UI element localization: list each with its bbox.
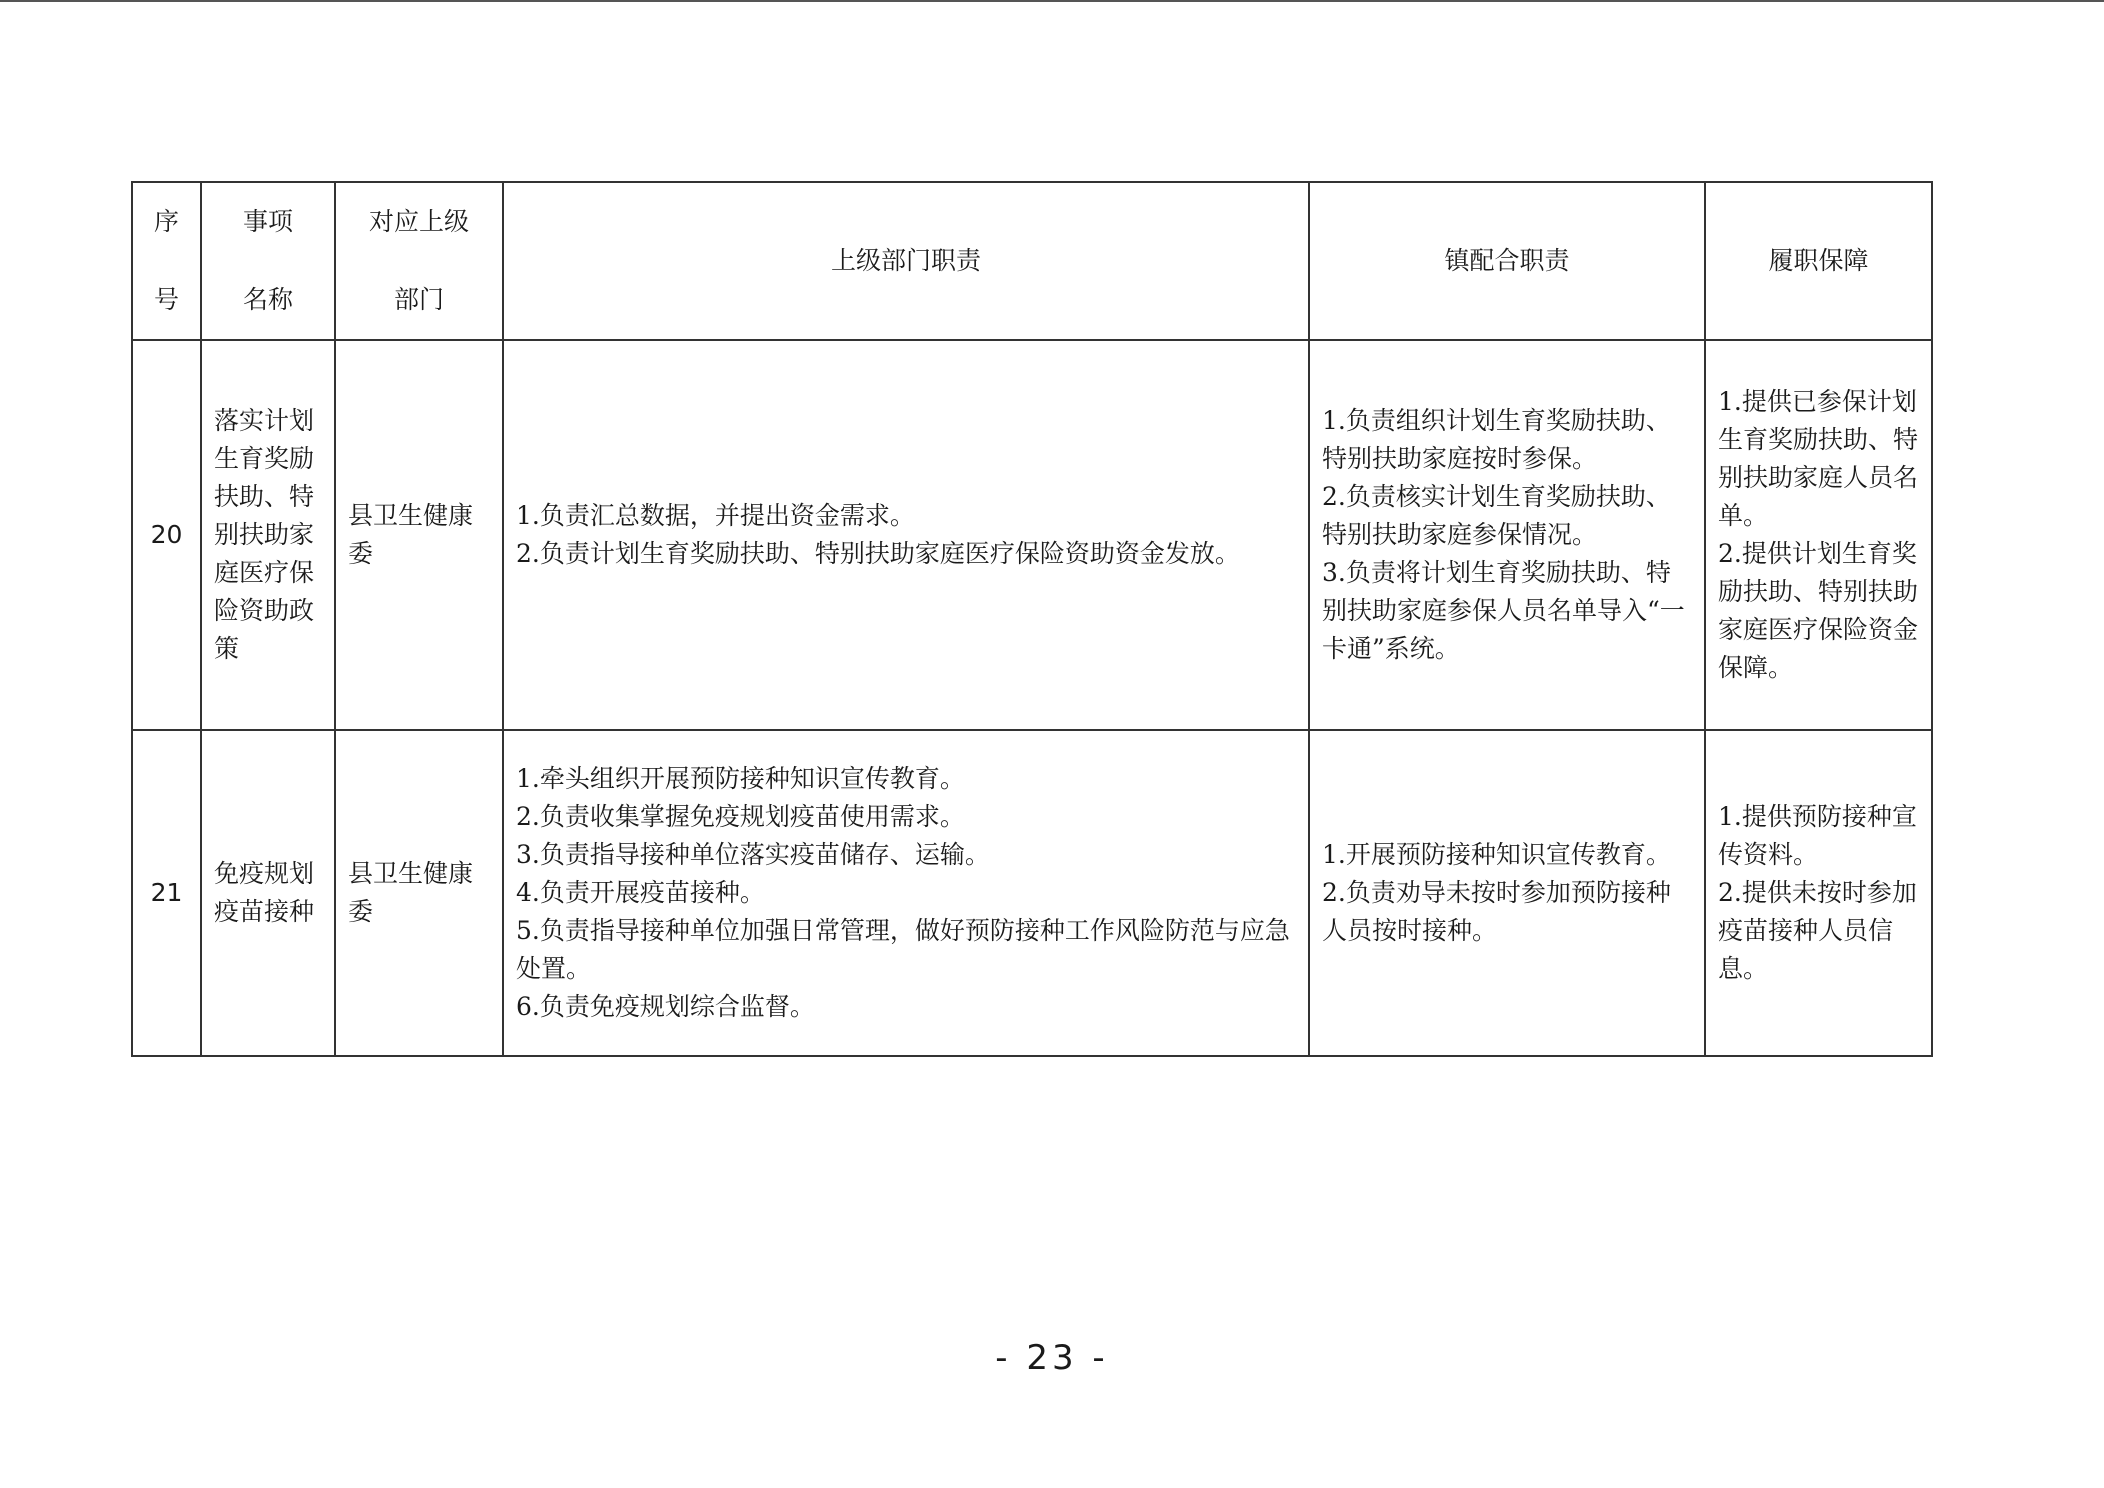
header-upper-department: 对应上级 部门 [335,182,503,340]
row-town-duties [1309,340,1705,730]
duty-line: 2.负责计划生育奖励扶助、特别扶助家庭医疗保险资助资金发放。 [516,539,1240,568]
header-upper-duties: 上级部门职责 [503,182,1309,340]
row-item-name: 落实计划生育奖励扶助、特别扶助家庭医疗保险资助政策 [201,340,335,730]
duty-line: 1.负责汇总数据，并提出资金需求。 [516,501,915,530]
header-town-duties: 镇配合职责 [1309,182,1705,340]
header-guarantee: 履职保障 [1705,182,1932,340]
row-town-duties [1309,730,1705,1056]
row-guarantee [1705,730,1932,1056]
guarantee-line: 1.提供预防接种宣传资料。 [1718,802,1917,869]
duty-line: 2.负责核实计划生育奖励扶助、特别扶助家庭参保情况。 [1322,482,1671,549]
page-number: - 23 - [995,1338,1109,1378]
table-row [132,730,1932,1056]
duty-line: 1.牵头组织开展预防接种知识宣传教育。 [516,764,965,793]
row-department: 县卫生健康委 [335,340,503,730]
header-item-name: 事项 名称 [201,182,335,340]
guarantee-line: 2.提供计划生育奖励扶助、特别扶助家庭医疗保险资金保障。 [1718,539,1919,682]
duty-line: 1.负责组织计划生育奖励扶助、特别扶助家庭按时参保。 [1322,406,1671,473]
responsibility-table [131,181,1933,1057]
duty-line: 2.负责劝导未按时参加预防接种人员按时接种。 [1322,878,1671,945]
row-upper-duties [503,340,1309,730]
guarantee-line: 2.提供未按时参加疫苗接种人员信息。 [1718,878,1917,983]
duty-line: 6.负责免疫规划综合监督。 [516,992,815,1021]
top-border-line [0,0,2104,2]
row-upper-duties [503,730,1309,1056]
duty-line: 2.负责收集掌握免疫规划疫苗使用需求。 [516,802,965,831]
duty-line: 3.负责指导接种单位落实疫苗储存、运输。 [516,840,990,869]
row-seq: 21 [132,730,201,1056]
duty-line: 1.开展预防接种知识宣传教育。 [1322,840,1671,869]
header-seq: 序 号 [132,182,201,340]
table-row [132,340,1932,730]
duty-line: 3.负责将计划生育奖励扶助、特别扶助家庭参保人员名单导入“一卡通”系统。 [1322,558,1685,663]
row-department: 县卫生健康委 [335,730,503,1056]
row-seq: 20 [132,340,201,730]
duty-line: 5.负责指导接种单位加强日常管理，做好预防接种工作风险防范与应急处置。 [516,916,1290,983]
guarantee-line: 1.提供已参保计划生育奖励扶助、特别扶助家庭人员名单。 [1718,387,1919,530]
row-item-name: 免疫规划疫苗接种 [201,730,335,1056]
duty-line: 4.负责开展疫苗接种。 [516,878,765,907]
row-guarantee [1705,340,1932,730]
table-header-row [132,182,1932,340]
